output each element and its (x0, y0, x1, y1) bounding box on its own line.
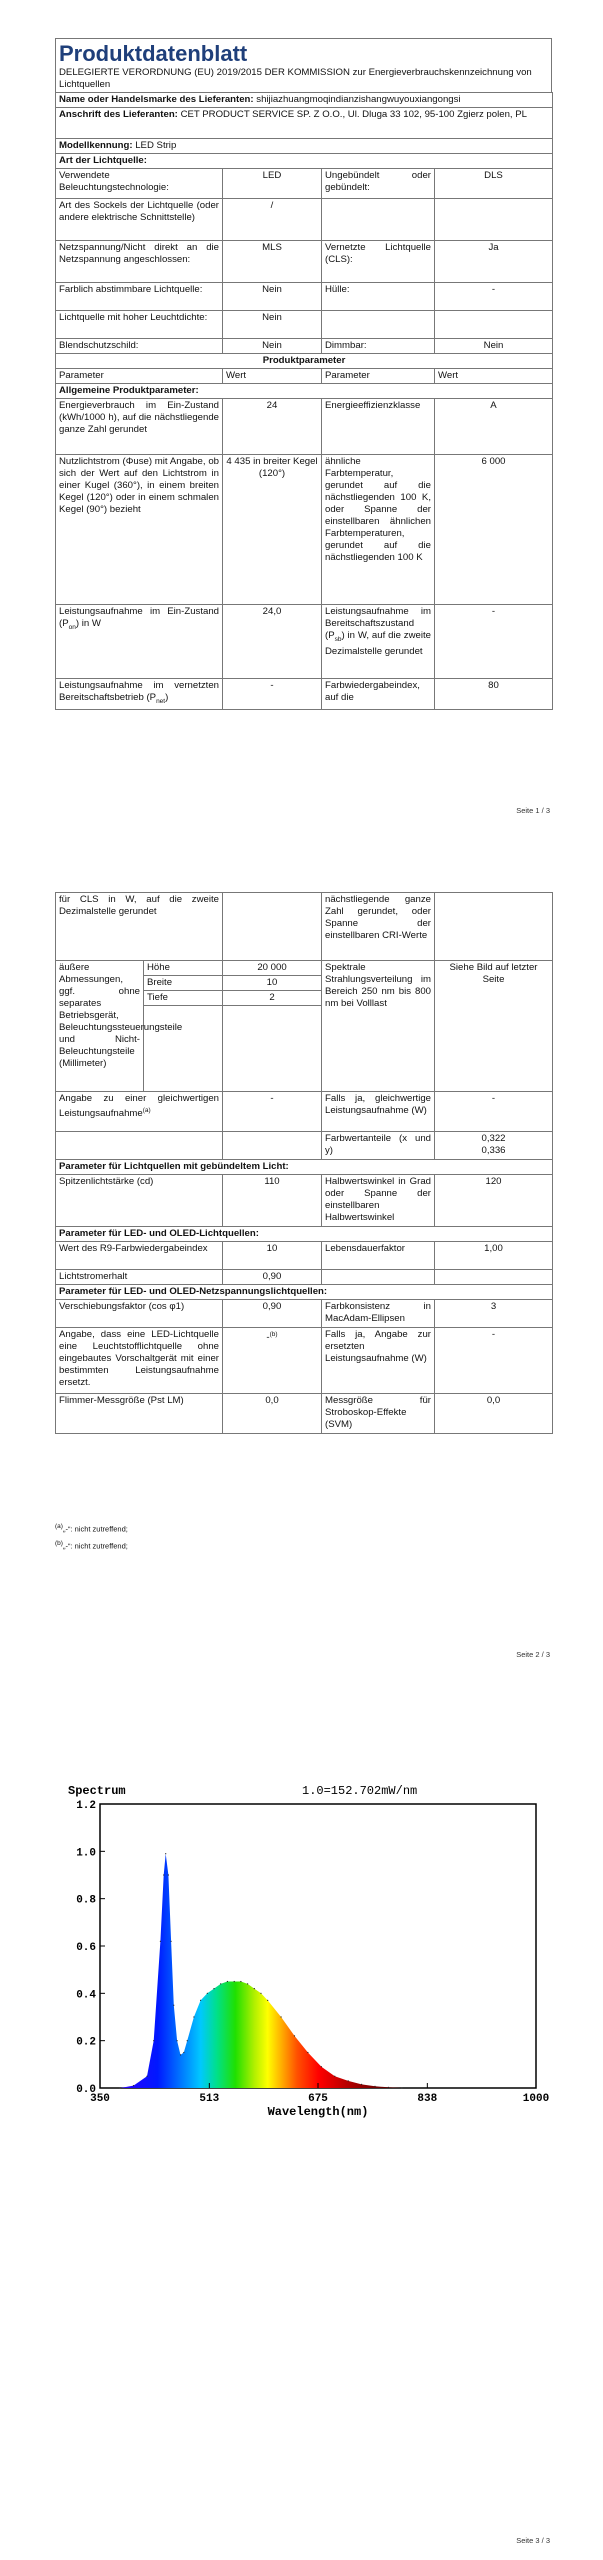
table-row: Verschiebungsfaktor (cos φ1) 0,90 Farbkonsistenz in MacAdam-Ellipsen 3 (56, 1300, 553, 1328)
table-row: für CLS in W, auf die zweite Dezimalstelle gerundet nächstliegende ganze Zahl gerundet, oder Spanne der einstellbaren CRI-Werte (56, 893, 553, 961)
spectrum-point (254, 1988, 255, 1989)
datasheet-table-page-2 (55, 892, 553, 1434)
table-row: Flimmer-Messgröße (Pst LM) 0,0 Messgröße für Stroboskop-Effekte (SVM) 0,0 (56, 1394, 553, 1434)
table-row: Angabe, dass eine LED-Lichtquelle eine Leuchtstofflichtquelle ohne eingebautes Vorschaltgerät mit einer bestimmten Leistungsaufnahme ersetzt. -$^{(b)}$ Falls ja, Angabe zur ersetzten Leistungsaufnahme (W) - (56, 1328, 553, 1394)
spectrum-point (163, 1874, 164, 1875)
spectrum-point (180, 2054, 181, 2055)
x-tick-label: 838 (417, 2093, 438, 2105)
spectrum-point (183, 2052, 184, 2053)
chart-annotation: 1.0=152.702mW/nm (302, 1784, 418, 1798)
chart-title: Spectrum (68, 1784, 126, 1798)
table-row: Lichtstromerhalt 0,90 (56, 1270, 553, 1285)
address-value: CET PRODUCT SERVICE SP. Z O.O., Ul. Dluga 33 102, 95-100 Zgierz polen, PL (180, 109, 527, 120)
spectrum-point (334, 2076, 335, 2077)
spectrum-point (133, 2085, 134, 2086)
spectrum-point (213, 1988, 214, 1989)
x-tick-label: 1000 (522, 2093, 550, 2105)
y-tick-label: 1.2 (76, 1800, 96, 1812)
spectrum-point (281, 2016, 282, 2017)
spectrum-point (240, 1981, 241, 1982)
spectrum-point (307, 2052, 308, 2053)
spectrum-point (348, 2080, 349, 2081)
spectrum-point (207, 1993, 208, 1994)
y-tick-label: 0.6 (76, 1942, 96, 1954)
table-row: Netzspannung/Nicht direkt an die Netzspannung angeschlossen: MLS Vernetzte Lichtquelle (CLS): Ja (56, 241, 553, 283)
table-row: Lichtquelle mit hoher Leuchtdichte: Nein (56, 311, 553, 339)
y-tick-label: 0.2 (76, 2036, 96, 2049)
model-row (56, 139, 553, 154)
address-row (56, 108, 553, 139)
table-row: Leistungsaufnahme im Ein-Zustand $(P_{on})$ in W 24,0 Leistungsaufnahme im Bereitschaftszustand $(P_{sb})$ in W, auf die zweite Dezimalstelle gerundet - (56, 605, 553, 679)
spectrum-point (388, 2087, 389, 2088)
spectrum-point (146, 2076, 147, 2077)
light-type-header: Art der Lichtquelle: (56, 154, 553, 169)
y-tick-label: 0.8 (76, 1894, 96, 1907)
document-subtitle: DELEGIERTE VERORDNUNG (EU) 2019/2015 DER KOMMISSION zur Energieverbrauchskennzeichnung von Lichtquellen (59, 67, 532, 90)
spectrum-point (153, 2040, 154, 2041)
address-label: Anschrift des Lieferanten: (59, 109, 178, 120)
datasheet-table-page-1 (55, 92, 553, 710)
page-2 (0, 830, 603, 1690)
table-row: Blendschutzschild: Nein Dimmbar: Nein (56, 339, 553, 354)
table-row: Wert des R9-Farbwiedergabeindex 10 Lebensdauerfaktor 1,00 (56, 1242, 553, 1270)
spectrum-point (361, 2084, 362, 2085)
table-row: Farbwertanteile (x und y) 0,322 0,336 (56, 1132, 553, 1160)
spectrum-point (120, 2087, 121, 2088)
model-value: LED Strip (135, 140, 177, 151)
table-row: Spitzenlichtstärke (cd) 110 Halbwertswinkel in Grad oder Spanne der einstellbaren Halbwertswinkel 120 (56, 1175, 553, 1227)
page-number: Seite 1 / 3 (516, 806, 550, 815)
dimensions-row: Tiefe 2 (56, 991, 553, 1006)
spectrum-point (193, 2016, 194, 2017)
supplier-value: shijiazhuangmoqindianzishangwuyouxiangongsi (256, 94, 461, 105)
spectrum-point (374, 2086, 375, 2087)
led-header: Parameter für LED- und OLED-Lichtquellen: (56, 1227, 553, 1242)
spectrum-point (220, 1983, 221, 1984)
spectrum-point (227, 1981, 228, 1982)
spectrum-point (168, 1874, 169, 1875)
directional-header: Parameter für Lichtquellen mit gebündeltem Licht: (56, 1160, 553, 1175)
document-title: Produktdatenblatt (59, 41, 248, 66)
y-tick-label: 0.4 (76, 1989, 96, 2002)
spectrum-point (234, 1981, 235, 1982)
dimensions-row: Breite 10 (56, 976, 553, 991)
mains-header: Parameter für LED- und OLED-Netzspannungslichtquellen: (56, 1285, 553, 1300)
spectrum-point (171, 1941, 172, 1942)
column-header-row: Parameter Wert Parameter Wert (56, 369, 553, 384)
document-header (55, 38, 552, 93)
spectrum-point (401, 2087, 402, 2088)
model-label: Modellkennung: (59, 140, 133, 151)
footnotes: $^{(a)}$„-“: nicht zutreffend; $^{(b)}$„-“: nicht zutreffend; (55, 1523, 128, 1550)
page-number: Seite 3 / 3 (516, 2536, 550, 2545)
x-tick-label: 513 (199, 2093, 220, 2105)
page-number: Seite 2 / 3 (516, 1650, 550, 1659)
dimensions-row: äußere Abmessungen, ggf. ohne separates Betriebsgerät, Beleuchtungssteuerungsteile und Nicht-Beleuchtungsteile (Millimeter) Höhe 20 000 Spektrale Strahlungsverteilung im Bereich 250 nm bis 800 nm bei Volllast Siehe Bild auf letzter Seite (56, 961, 553, 976)
product-params-header: Produktparameter (56, 354, 553, 369)
table-row: Leistungsaufnahme im vernetzten Bereitschaftsbetrieb $(P_{net})$ - Farbwiedergabeindex, auf die 80 (56, 679, 553, 710)
page-1 (0, 0, 603, 830)
table-row: Angabe zu einer gleichwertigen Leistungsaufnahme$^{(a)}$ - Falls ja, gleichwertige Leistungsaufnahme (W) - (56, 1092, 553, 1132)
general-params-header: Allgemeine Produktparameter: (56, 384, 553, 399)
spectrum-point (165, 1853, 166, 1854)
spectrum-point (267, 2000, 268, 2001)
table-row: Energieverbrauch im Ein-Zustand (kWh/1000 h), auf die nächstliegende ganze Zahl gerundet 24 Energieeffizienzklasse A (56, 399, 553, 455)
table-row: Art des Sockels der Lichtquelle (oder andere elektrische Schnittstelle) / (56, 199, 553, 241)
table-row: Nutzlichtstrom (Φuse) mit Angabe, ob sich der Wert auf den Lichtstrom in einer Kugel (360°), in einem breiten Kegel (120°) oder in einem schmalen Kegel (90°) bezieht 4 435 in breiter Kegel (120°) ähnliche Farbtemperatur, gerundet auf die nächstliegenden 100 K, oder Spanne der einstellbaren ähnlichen Farbtemperaturen, gerundet auf die nächstliegenden 100 K 6 000 (56, 455, 553, 605)
table-row: Farblich abstimmbare Lichtquelle: Nein Hülle: - (56, 283, 553, 311)
table-row: Verwendete Beleuchtungstechnologie: LED Ungebündelt oder gebündelt: DLS (56, 169, 553, 199)
spectrum-point (187, 2040, 188, 2041)
spectrum-point (294, 2035, 295, 2036)
spectrum-point (260, 1993, 261, 1994)
spectrum-point (321, 2066, 322, 2067)
x-axis-label: Wavelength(nm) (267, 2105, 369, 2119)
y-tick-label: 0.0 (76, 2084, 96, 2096)
y-tick-label: 1.0 (76, 1847, 96, 1860)
supplier-row (56, 93, 553, 108)
spectrum-point (173, 2005, 174, 2006)
spectrum-chart (66, 1780, 550, 2120)
spectrum-point (247, 1983, 248, 1984)
spectrum-point (177, 2040, 178, 2041)
spectrum-point (200, 2000, 201, 2001)
spectrum-point (160, 1941, 161, 1942)
supplier-label: Name oder Handelsmarke des Lieferanten: (59, 94, 254, 105)
x-tick-label: 675 (308, 2093, 328, 2105)
x-tick-label: 350 (90, 2093, 110, 2105)
